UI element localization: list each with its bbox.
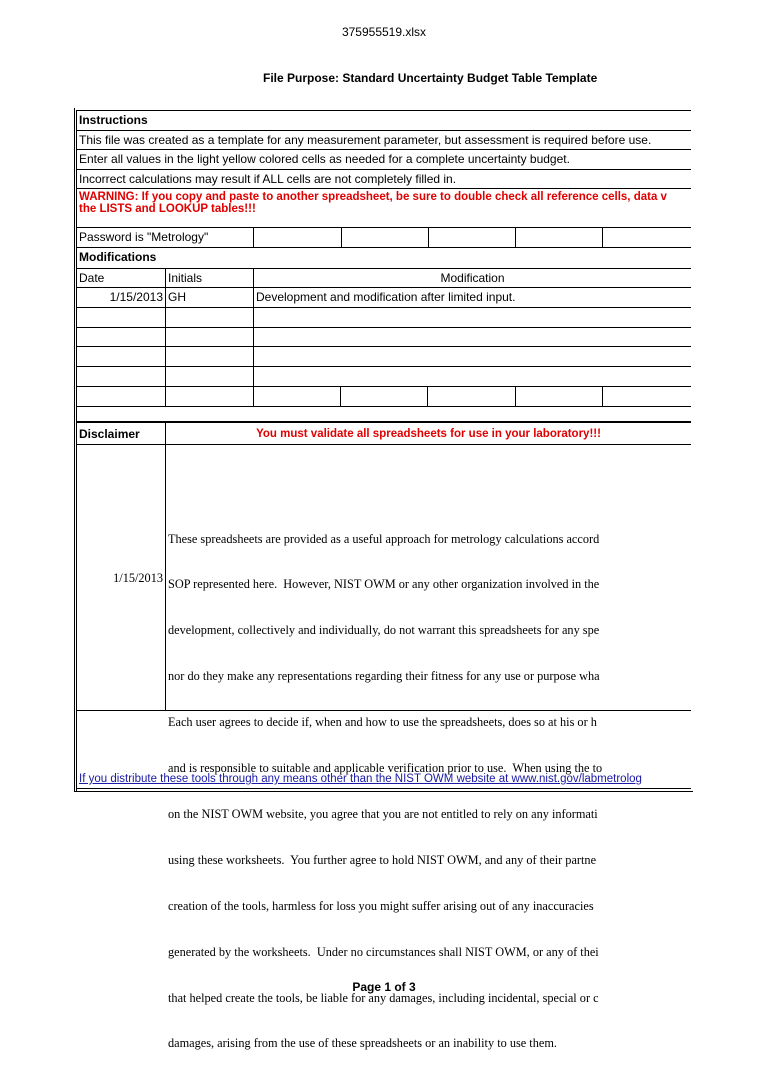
empty-cell[interactable] [429, 228, 516, 247]
disclaimer-line: damages, arising from the use of these spreadsheets or an inability to use them. [168, 1036, 557, 1051]
password-cell[interactable]: Password is "Metrology" [77, 228, 254, 247]
spacer-row [77, 407, 691, 423]
empty-cell[interactable] [166, 387, 254, 406]
disclaimer-date-cell[interactable] [77, 445, 166, 710]
modification-row [77, 288, 691, 308]
disclaimer-header-row [77, 423, 691, 445]
empty-cell[interactable] [166, 308, 254, 327]
warning-row [77, 189, 691, 228]
empty-cell[interactable] [342, 228, 429, 247]
disclaimer-line: creation of the tools, harmless for loss you might suffer arising out of any inaccuracies [168, 898, 597, 913]
empty-cell[interactable] [77, 387, 166, 406]
instructions-row [77, 111, 691, 131]
filename: 375955519.xlsx [341, 25, 427, 39]
empty-cell[interactable] [254, 367, 691, 386]
disclaimer-line: nor do they make any representations regarding their fitness for any use or purpose wha [168, 669, 600, 684]
modification-empty-row [77, 387, 691, 407]
modification-date[interactable]: 1/15/2013 [77, 288, 166, 307]
empty-cell[interactable] [77, 328, 166, 346]
empty-cell[interactable] [341, 387, 428, 406]
disclaimer-line: These spreadsheets are provided as a useful approach for metrology calculations accord [168, 531, 600, 546]
disclaimer-line: Each user agrees to decide if, when and how to use the spreadsheets, does so at his or h [168, 715, 597, 730]
disclaimer-date: 1/15/2013 [113, 571, 163, 585]
instruction-line-3[interactable]: Incorrect calculations may result if ALL cells are not completely filled in. [79, 172, 457, 186]
instructions-title[interactable]: Instructions [79, 113, 148, 127]
empty-cell[interactable] [254, 228, 342, 247]
page-number: Page 1 of 3 [352, 980, 416, 994]
validate-notice[interactable]: You must validate all spreadsheets for use in your laboratory!!! [256, 428, 601, 440]
disclaimer-line: and is responsible to suitable and applicable verification prior to use. When using the to [168, 761, 603, 776]
warning-text[interactable] [77, 189, 691, 227]
modification-empty-row [77, 328, 691, 347]
disclaimer-line: SOP represented here. However, NIST OWM or any other organization involved in the [168, 577, 600, 592]
instruction-line-1-row [77, 131, 691, 150]
file-purpose-title: File Purpose: Standard Uncertainty Budget Table Template [263, 71, 598, 85]
distribution-cell [77, 711, 691, 788]
empty-cell[interactable] [166, 328, 254, 346]
empty-cell[interactable] [77, 367, 166, 386]
modification-initials[interactable]: GH [166, 288, 254, 307]
disclaimer-line: that helped create the tools, be liable for any damages, including incidental, special or c [168, 990, 599, 1005]
disclaimer-line: on the NIST OWM website, you agree that you are not entitled to rely on any informati [168, 806, 598, 821]
empty-cell[interactable] [516, 228, 603, 247]
modification-empty-row [77, 308, 691, 328]
empty-cell[interactable] [603, 387, 691, 406]
modification-empty-row [77, 367, 691, 387]
modifications-header-row [77, 268, 691, 288]
empty-cell[interactable] [166, 347, 254, 366]
col-initials-header[interactable]: Initials [166, 269, 254, 287]
empty-cell[interactable] [77, 308, 166, 327]
modifications-title[interactable]: Modifications [79, 250, 157, 264]
empty-cell[interactable] [166, 367, 254, 386]
modification-empty-row [77, 347, 691, 367]
col-modification-header[interactable]: Modification [440, 271, 505, 285]
modification-description[interactable]: Development and modification after limited input. [256, 290, 516, 304]
empty-cell[interactable] [254, 328, 691, 346]
warning-line-2: the LISTS and LOOKUP tables!!! [79, 203, 256, 215]
col-date-header[interactable]: Date [77, 269, 166, 287]
instruction-line-3-row [77, 170, 691, 189]
instruction-line-2[interactable]: Enter all values in the light yellow colored cells as needed for a complete uncertainty budget. [79, 152, 570, 166]
disclaimer-line: development, collectively and individually, do not warrant this spreadsheets for any spe [168, 623, 600, 638]
disclaimer-title[interactable]: Disclaimer [77, 423, 166, 444]
empty-cell[interactable] [428, 387, 516, 406]
empty-cell[interactable] [77, 347, 166, 366]
distribution-row [77, 711, 691, 789]
empty-cell[interactable] [254, 308, 691, 327]
disclaimer-line: generated by the worksheets. Under no circumstances shall NIST OWM, or any of thei [168, 944, 599, 959]
modifications-title-row [77, 248, 691, 268]
empty-cell[interactable] [254, 387, 341, 406]
password-row [77, 228, 691, 248]
empty-cell[interactable] [254, 347, 691, 366]
instruction-line-2-row [77, 150, 691, 170]
disclaimer-line: using these worksheets. You further agree to hold NIST OWM, and any of their partne [168, 852, 597, 867]
instruction-line-1[interactable]: This file was created as a template for any measurement parameter, but assessment is required before use. [79, 133, 652, 147]
warning-line-1: WARNING: If you copy and paste to another spreadsheet, be sure to double check all reference cells, data v [79, 191, 667, 203]
empty-cell[interactable] [516, 387, 603, 406]
distribution-link[interactable]: If you distribute these tools through any means other than the NIST OWM website at www.nist.gov/labmetrolog [79, 773, 642, 785]
empty-cell[interactable] [603, 228, 691, 247]
